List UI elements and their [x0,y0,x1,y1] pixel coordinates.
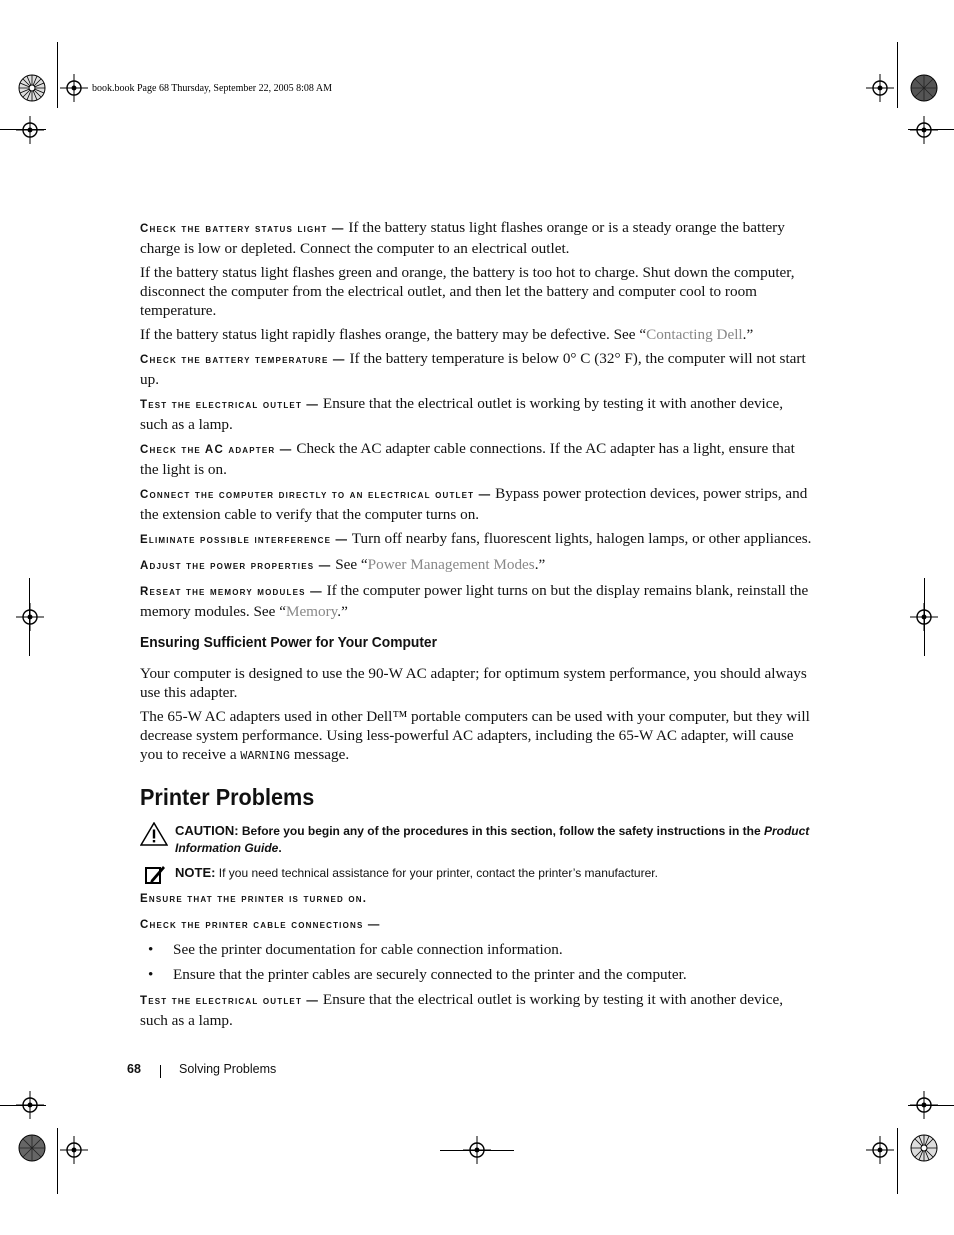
run-in-heading: Test the electrical outlet — [140,995,320,1007]
paragraph: The 65-W AC adapters used in other Dell™ portable computers can be used with your computer, but they will decrease system performance. Using less-powerful AC adapters, including the 65-W AC adapter, will cause you to receive a WARNING message. [140,708,810,763]
paragraph-printer-on [140,888,812,909]
warning-triangle-icon [140,822,168,846]
code-text: WARNING [240,750,291,763]
run-in-heading: Check the AC adapter — [140,444,293,456]
run-in-heading: Test the electrical outlet — [140,399,320,411]
paragraph: If the battery status light rapidly flashes orange, the battery may be defective. See “Contacting Dell.” [140,326,754,343]
paragraph-printer-cable [140,914,812,935]
crop-line [29,578,30,656]
crop-registration-mark-icon [910,116,938,144]
run-in-heading: Eliminate possible interference — [140,534,349,546]
run-in-heading: Ensure that the printer is turned on. [140,893,368,905]
crop-registration-mark-icon [16,1091,44,1119]
crop-registration-mark-icon [60,74,88,102]
crop-registration-mark-icon [16,116,44,144]
link-contacting-dell[interactable]: Contacting Dell [646,326,743,343]
caution-label: CAUTION: [175,823,239,838]
section-heading-sufficient-power: Ensuring Sufficient Power for Your Computer [140,634,437,651]
product-information-guide: Product Information Guide [175,824,810,855]
paragraph-ac-adapter: Check the AC adapter — Check the AC adapter cable connections. If the AC adapter has a light, ensure that the light is on. [140,440,795,478]
paragraph-battery-temperature: Check the battery temperature — If the battery temperature is below 0° C (32° F), the computer will not start up. [140,350,806,388]
run-in-heading: Adjust the power properties — [140,560,332,572]
paragraph-connect-direct: Connect the computer directly to an electrical outlet — Bypass power protection devices, power strips, and the extension cable to verify that the computer turns on. [140,485,808,523]
crop-line [897,1128,898,1194]
run-in-heading: Check the printer cable connections — [140,919,381,931]
paragraph-memory: Reseat the memory modules — If the computer power light turns on but the display remains blank, reinstall the memory modules. See “Memory.” [140,582,809,620]
footer-divider [160,1065,161,1078]
registration-rosette-icon [909,1133,939,1163]
crop-line [924,578,925,656]
crop-registration-mark-icon [60,1136,88,1164]
caution-notice: CAUTION: Before you begin any of the procedures in this section, follow the safety instructions in the Product Information Guide. [140,822,812,857]
paragraph-interference: Eliminate possible interference — Turn off nearby fans, fluorescent lights, halogen lamps, or other appliances. [140,530,812,547]
registration-rosette-icon [17,73,47,103]
paragraph-power-properties: Adjust the power properties — See “Power Management Modes.” [140,556,546,573]
run-in-heading: Reseat the memory modules — [140,586,323,598]
paragraph-printer-outlet: Test the electrical outlet — Ensure that the electrical outlet is working by testing it with another device, such as a lamp. [140,991,784,1029]
run-in-heading: Check the battery temperature — [140,354,346,366]
link-power-management-modes[interactable]: Power Management Modes [367,556,535,573]
note-notice: NOTE: If you need technical assistance for your printer, contact the printer’s manufacturer. [140,864,812,882]
run-in-heading: Connect the computer directly to an electrical outlet — [140,489,492,501]
section-heading-printer-problems: Printer Problems [140,784,315,810]
page-number: 68 [127,1062,141,1076]
paragraph: If the battery status light flashes green and orange, the battery is too hot to charge. Shut down the computer, disconnect the computer from the electrical outlet, and then let the battery and computer cool to room temperature. [140,264,795,319]
crop-line [440,1150,514,1151]
crop-registration-mark-icon [866,1136,894,1164]
crop-line [57,42,58,108]
link-memory[interactable]: Memory [285,603,338,620]
paragraph-electrical-outlet: Test the electrical outlet — Ensure that the electrical outlet is working by testing it with another device, such as a lamp. [140,395,784,433]
page-footer [127,1062,277,1076]
registration-rosette-icon [909,73,939,103]
note-pencil-icon [144,864,166,886]
run-in-heading: Check the battery status light — [140,223,345,235]
paragraph-battery-status: Check the battery status light — If the battery status light flashes orange or is a steady orange the battery charge is low or depleted. Connect the computer to an electrical outlet. [140,219,785,257]
crop-line [897,42,898,108]
crop-registration-mark-icon [16,603,44,631]
note-label: NOTE: [175,865,216,880]
bullet-list [140,940,812,984]
print-header: book.book Page 68 Thursday, September 22, 2005 8:08 AM [92,83,332,94]
paragraph: Your computer is designed to use the 90-W AC adapter; for optimum system performance, you should always use this adapter. [140,665,807,701]
registration-rosette-icon [17,1133,47,1163]
list-item: • Ensure that the printer cables are securely connected to the printer and the computer. [140,965,812,984]
crop-registration-mark-icon [866,74,894,102]
crop-line [57,1128,58,1194]
list-item: • See the printer documentation for cable connection information. [140,940,812,959]
footer-section-title: Solving Problems [179,1062,277,1076]
page-body [140,218,812,1035]
crop-registration-mark-icon [910,1091,938,1119]
